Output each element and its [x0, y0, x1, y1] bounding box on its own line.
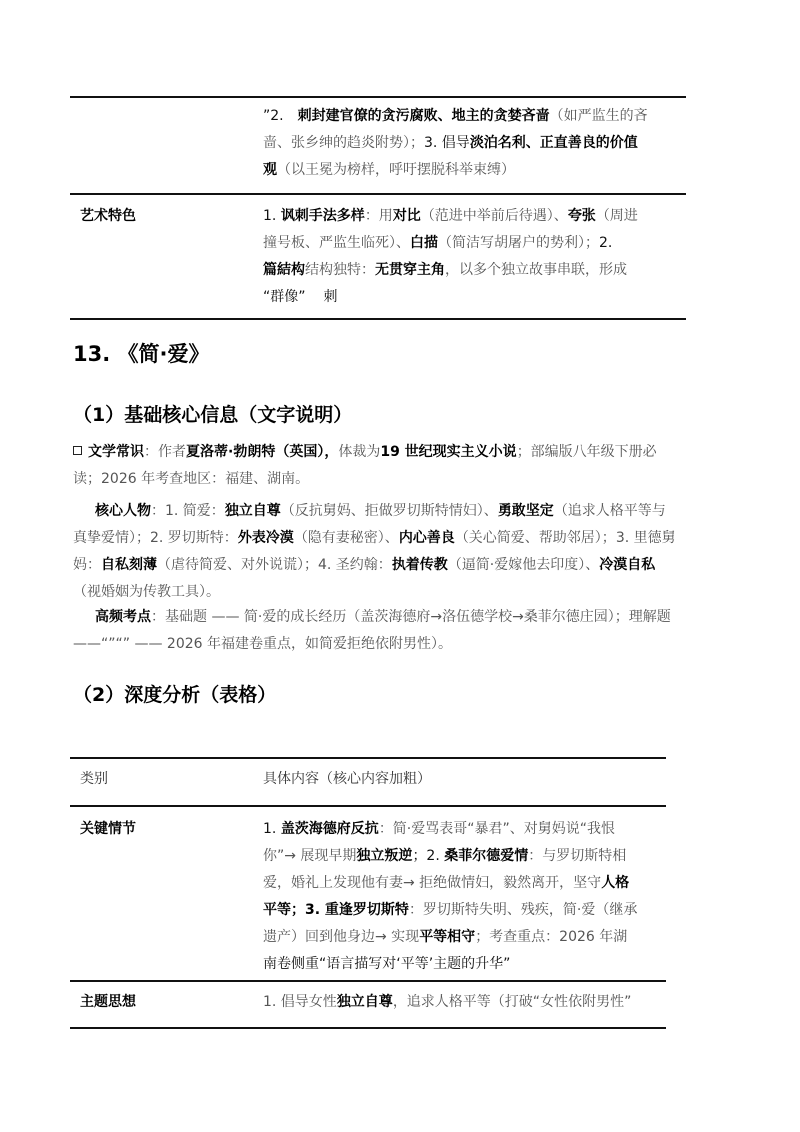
table2-header-category: 类别 [80, 771, 108, 787]
section-title: 13. 《简·爱》 [73, 342, 210, 366]
table-cell-art-content: 1. 讽刺手法多样：用对比（范进中举前后待遇）、夸张（周进 撞号板、严监生临死）、白描（简洁写胡屠户的势利）；2. 篇結构结构独特：无贯穿主角，以多个独立故事串联，形成 “群像” 刺 [263, 208, 638, 305]
subsection-title-deep-analysis: （2）深度分析（表格） [73, 684, 277, 706]
paragraph-literary-knowledge: 文学常识：作者夏洛蒂·勃朗特（英国），体裁为19 世纪现实主义小说；部编版八年级下册必 读；2026 年考查地区：福建、湖南。 [73, 444, 657, 487]
table2-top-rule [70, 757, 666, 759]
paragraph-exam-points: 高频考点：基础题 —— 简·爱的成长经历（盖茨海德府→洛伍德学校→桑菲尔德庄园）；理解题 ——“”“” —— 2026 年福建卷重点，如简爱拒绝依附男性）。 [73, 609, 671, 652]
table-cell-theme-continued: ”2. 刺封建官僚的贪污腐败、地主的贪婪吝啬（如严监生的吝 啬、张乡绅的趋炎附势）；3. 倡导淡泊名利、正直善良的价值 观（以王冕为榜样，呼吁摆脱科举束缚） [263, 108, 648, 178]
table-bottom-rule [70, 318, 686, 320]
table2-row-divider [70, 980, 666, 982]
table2-bottom-rule [70, 1027, 666, 1029]
table2-cell-plot-content: 1. 盖茨海德府反抗：简·爱骂表哥“暴君”、对舅妈说“我恨 你”→ 展现早期独立叛逆；2. 桑菲尔德爱情：与罗切斯特相 爱，婚礼上发现他有妻→ 拒绝做情妇，毅然离开，坚守人格 平等；3. 重逢罗切斯特：罗切斯特失明、残疾，简·爱（继承 遗产）回到他身边→ 实现平等相守；考查重点：2026 年湖 南卷侧重“语言描写对‘平等’主题的升华” [263, 821, 638, 972]
table2-header-divider [70, 805, 666, 807]
checkbox-bullet-icon [73, 446, 82, 455]
table-top-rule [70, 96, 686, 98]
table-row-divider [70, 193, 686, 195]
table2-row-label-theme: 主题思想 [80, 994, 136, 1010]
subsection-title-basic-info: （1）基础核心信息（文字说明） [73, 404, 353, 426]
table2-cell-theme-content: 1. 倡导女性独立自尊，追求人格平等（打破“女性依附男性” [263, 994, 632, 1010]
paragraph-core-characters: 核心人物：1. 简爱：独立自尊（反抗舅妈、拒做罗切斯特情妇）、勇敢坚定（追求人格平等与 真挚爱情）；2. 罗切斯特：外表冷漠（隐有妻秘密）、内心善良（关心简爱、帮助邻居）；3. 里德舅 妈：自私刻薄（虐待简爱、对外说谎）；4. 圣约翰：执着传教（逼简·爱嫁他去印度）、冷漠自私 （视婚姻为传教工具）。 [73, 503, 676, 600]
table2-header-content: 具体内容（核心内容加粗） [263, 771, 431, 787]
table2-row-label-plot: 关键情节 [80, 821, 136, 837]
table-row-label-art: 艺术特色 [80, 208, 136, 224]
